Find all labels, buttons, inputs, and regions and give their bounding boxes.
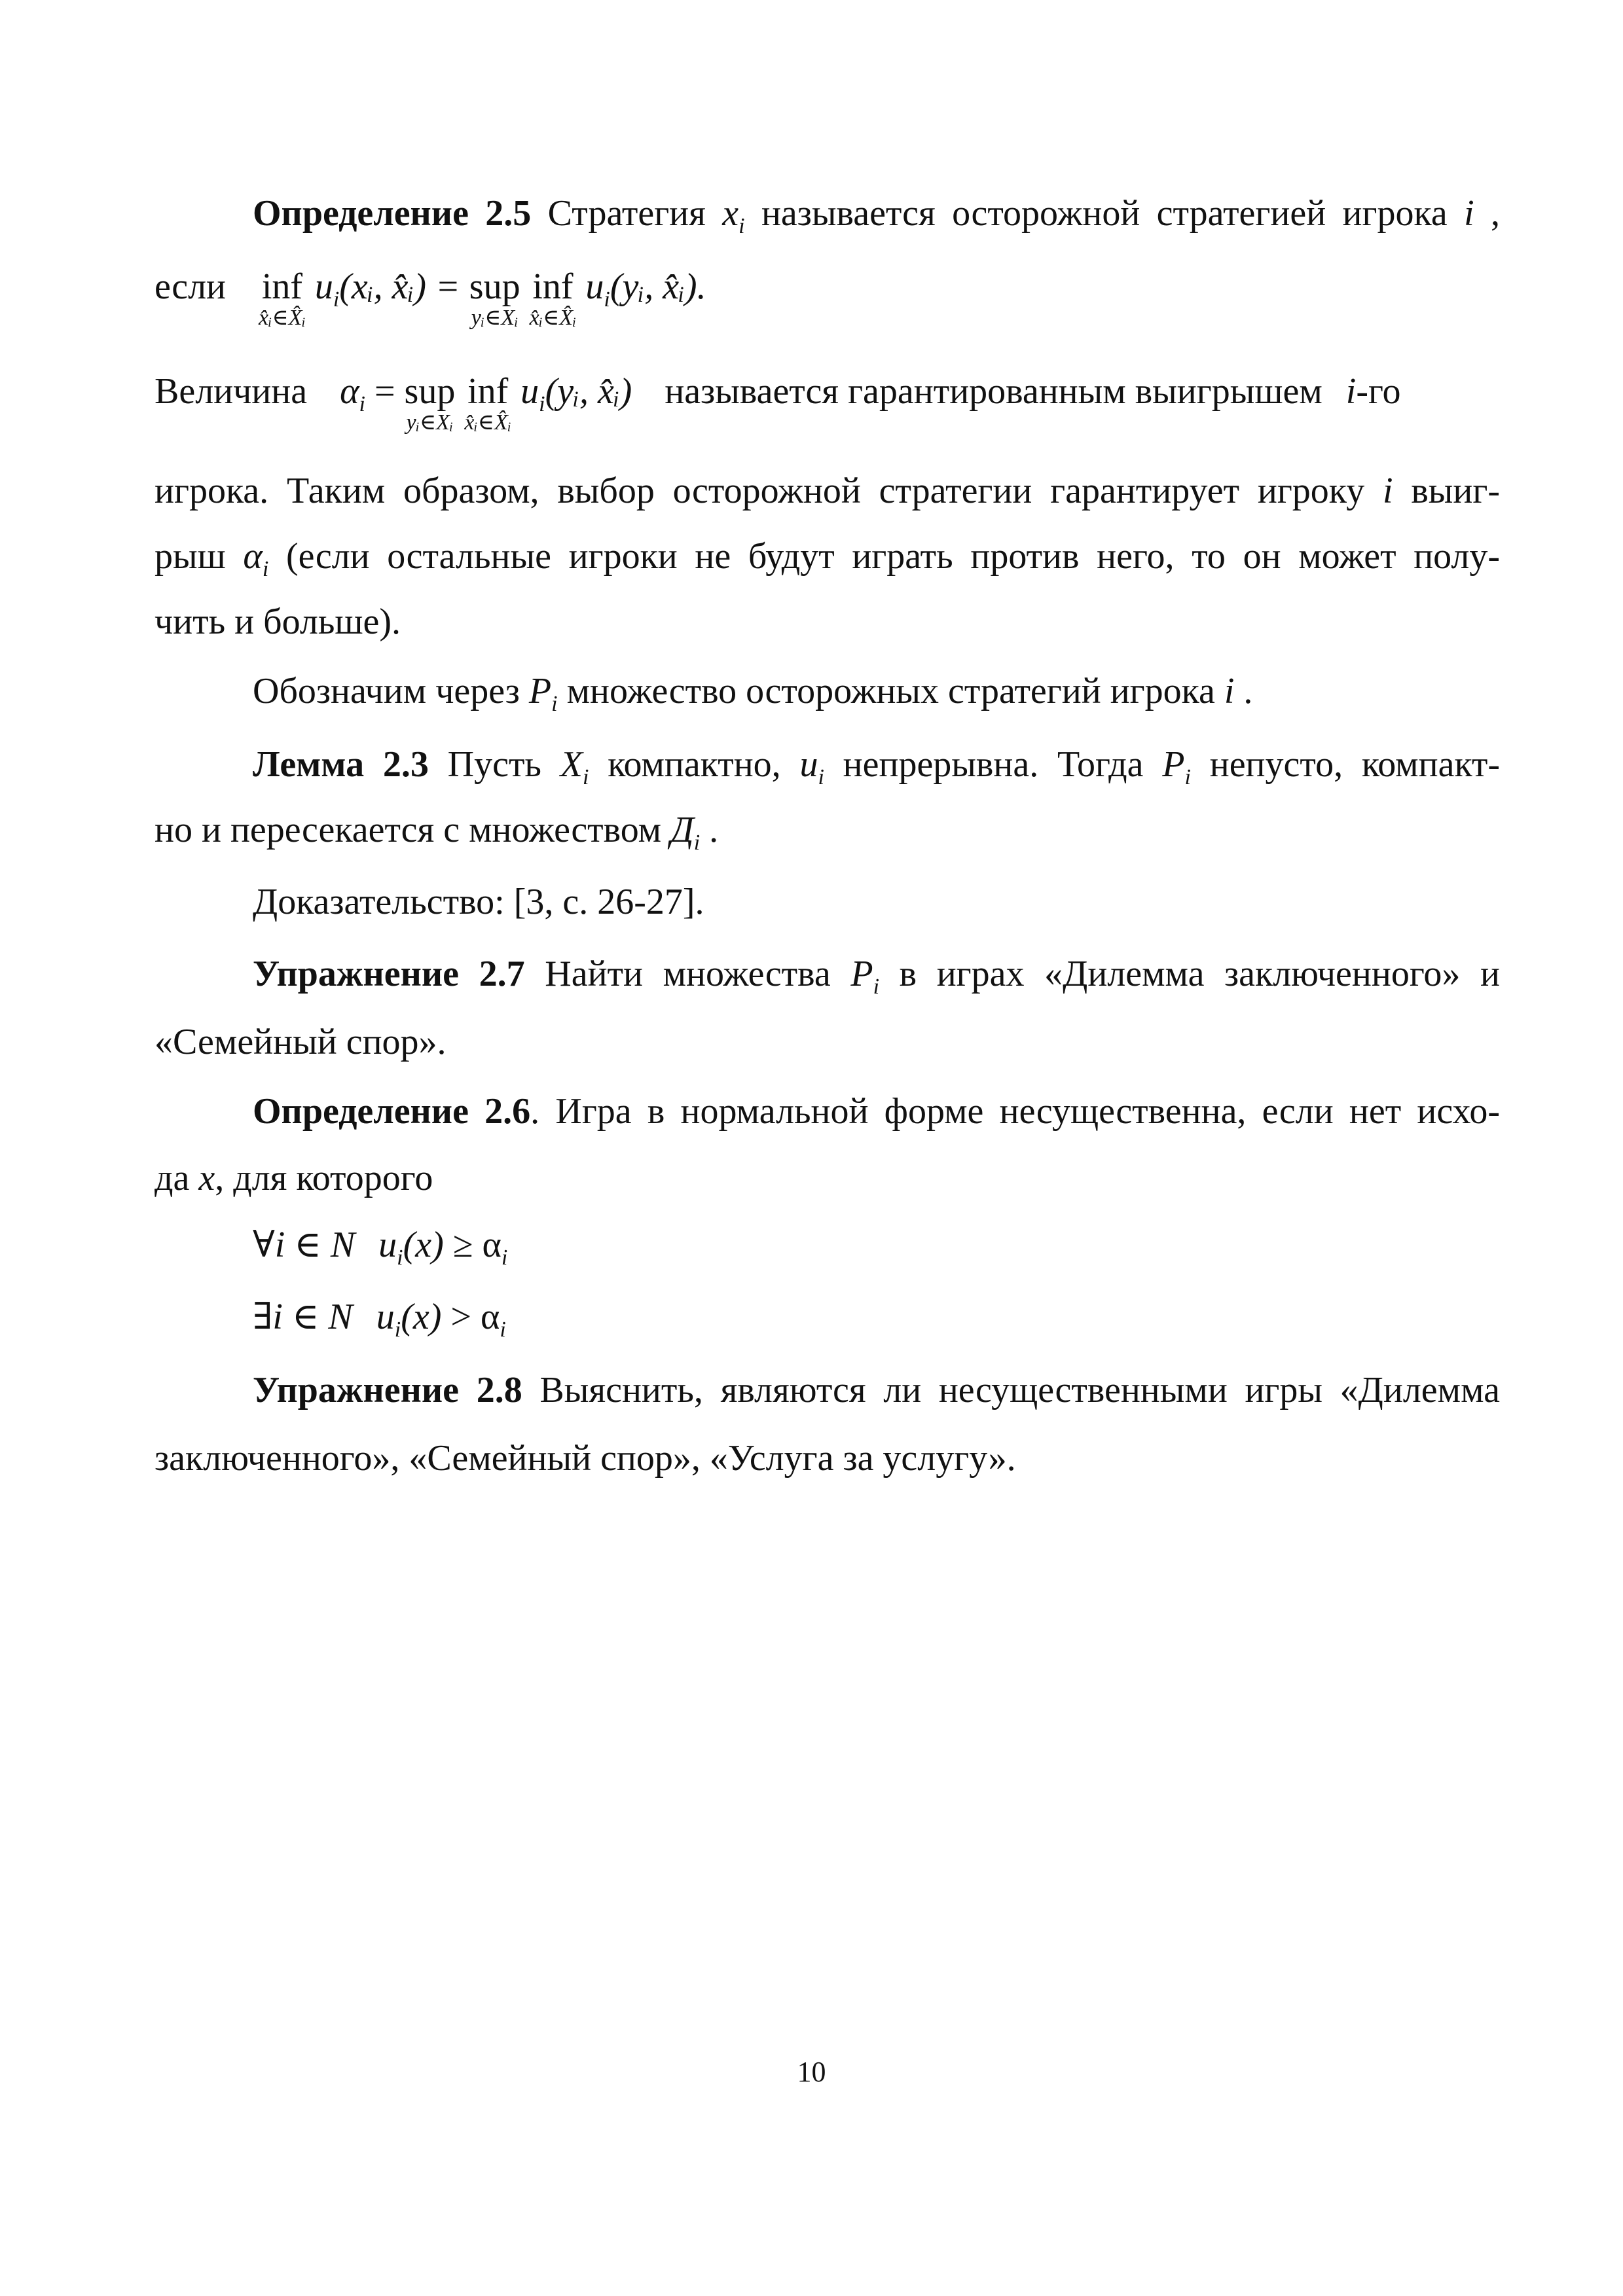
- condition-forall: ∀i ∈ N $u_i(x) \ge \alpha_i$: [253, 1225, 508, 1270]
- ex27-label: Упражнение 2.7: [253, 954, 525, 994]
- ex27-line2: «Семейный спор».: [155, 1022, 447, 1062]
- def26-line2: да x, для которого: [155, 1158, 433, 1198]
- para1-line1: игрока. Таким образом, выбор осторожной стратегии гарантирует игроку i выиг-: [155, 471, 1501, 511]
- def26-line1: Определение 2.6. Игра в нормальной форме несущественна, если нет исхо-: [253, 1091, 1500, 1132]
- ex28-line1: Упражнение 2.8 Выяснить, являются ли несущественными игры «Дилемма: [253, 1370, 1501, 1410]
- alpha-definition: Величина $\alpha_i$ = sup yᵢ∈Xᵢ inf x̂ᵢ∈X̂ᵢ $u_i(yᵢ$, x̂ᵢ) называется гарантированным выигрышем i-го: [155, 371, 1401, 435]
- lemma-line2: но и пересекается с множеством $Д_i$ .: [155, 810, 719, 855]
- para1-line3: чить и больше).: [155, 601, 401, 642]
- inf-operator: inf x̂ᵢ∈X̂ᵢ: [259, 266, 306, 331]
- ex27-line1: Упражнение 2.7 Найти множества $P_i$ в играх «Дилемма заключенного» и: [253, 954, 1501, 999]
- sup-operator: sup yᵢ∈Xᵢ: [469, 266, 520, 331]
- def25-label: Определение 2.5: [253, 193, 532, 234]
- inf-operator-2: inf x̂ᵢ∈X̂ᵢ: [529, 266, 577, 331]
- def26-label: Определение 2.6: [253, 1091, 531, 1132]
- p-definition: Обозначим через $P_i$ множество осторожных стратегий игрока i .: [253, 671, 1253, 716]
- page-number: 10: [797, 2056, 826, 2088]
- ex28-line2: заключенного», «Семейный спор», «Услуга за услугу».: [155, 1438, 1016, 1479]
- def25-formula: если inf x̂ᵢ∈X̂ᵢ $u_i(xᵢ$, x̂ᵢ) = sup yᵢ∈Xᵢ inf x̂ᵢ∈X̂ᵢ $u_i(yᵢ$, x̂ᵢ).: [155, 266, 706, 331]
- para1-line2: рыш $\alpha_i$ (если остальные игроки не будут играть против него, то он может полу-: [155, 536, 1501, 581]
- def25-line1: Определение 2.5 Стратегия $x_i$ называется осторожной стратегией игрока i ,: [253, 193, 1501, 238]
- lemma-label: Лемма 2.3: [253, 744, 429, 785]
- ex28-label: Упражнение 2.8: [253, 1370, 522, 1410]
- lemma-line1: Лемма 2.3 Пусть $X_i$ компактно, $u_i$ непрерывна. Тогда $P_i$ непусто, компакт-: [253, 744, 1501, 789]
- proof-reference: Доказательство: [3, с. 26-27].: [253, 882, 704, 922]
- condition-exists: ∃i ∈ N $u_i(x) > \alpha_i$: [253, 1297, 506, 1342]
